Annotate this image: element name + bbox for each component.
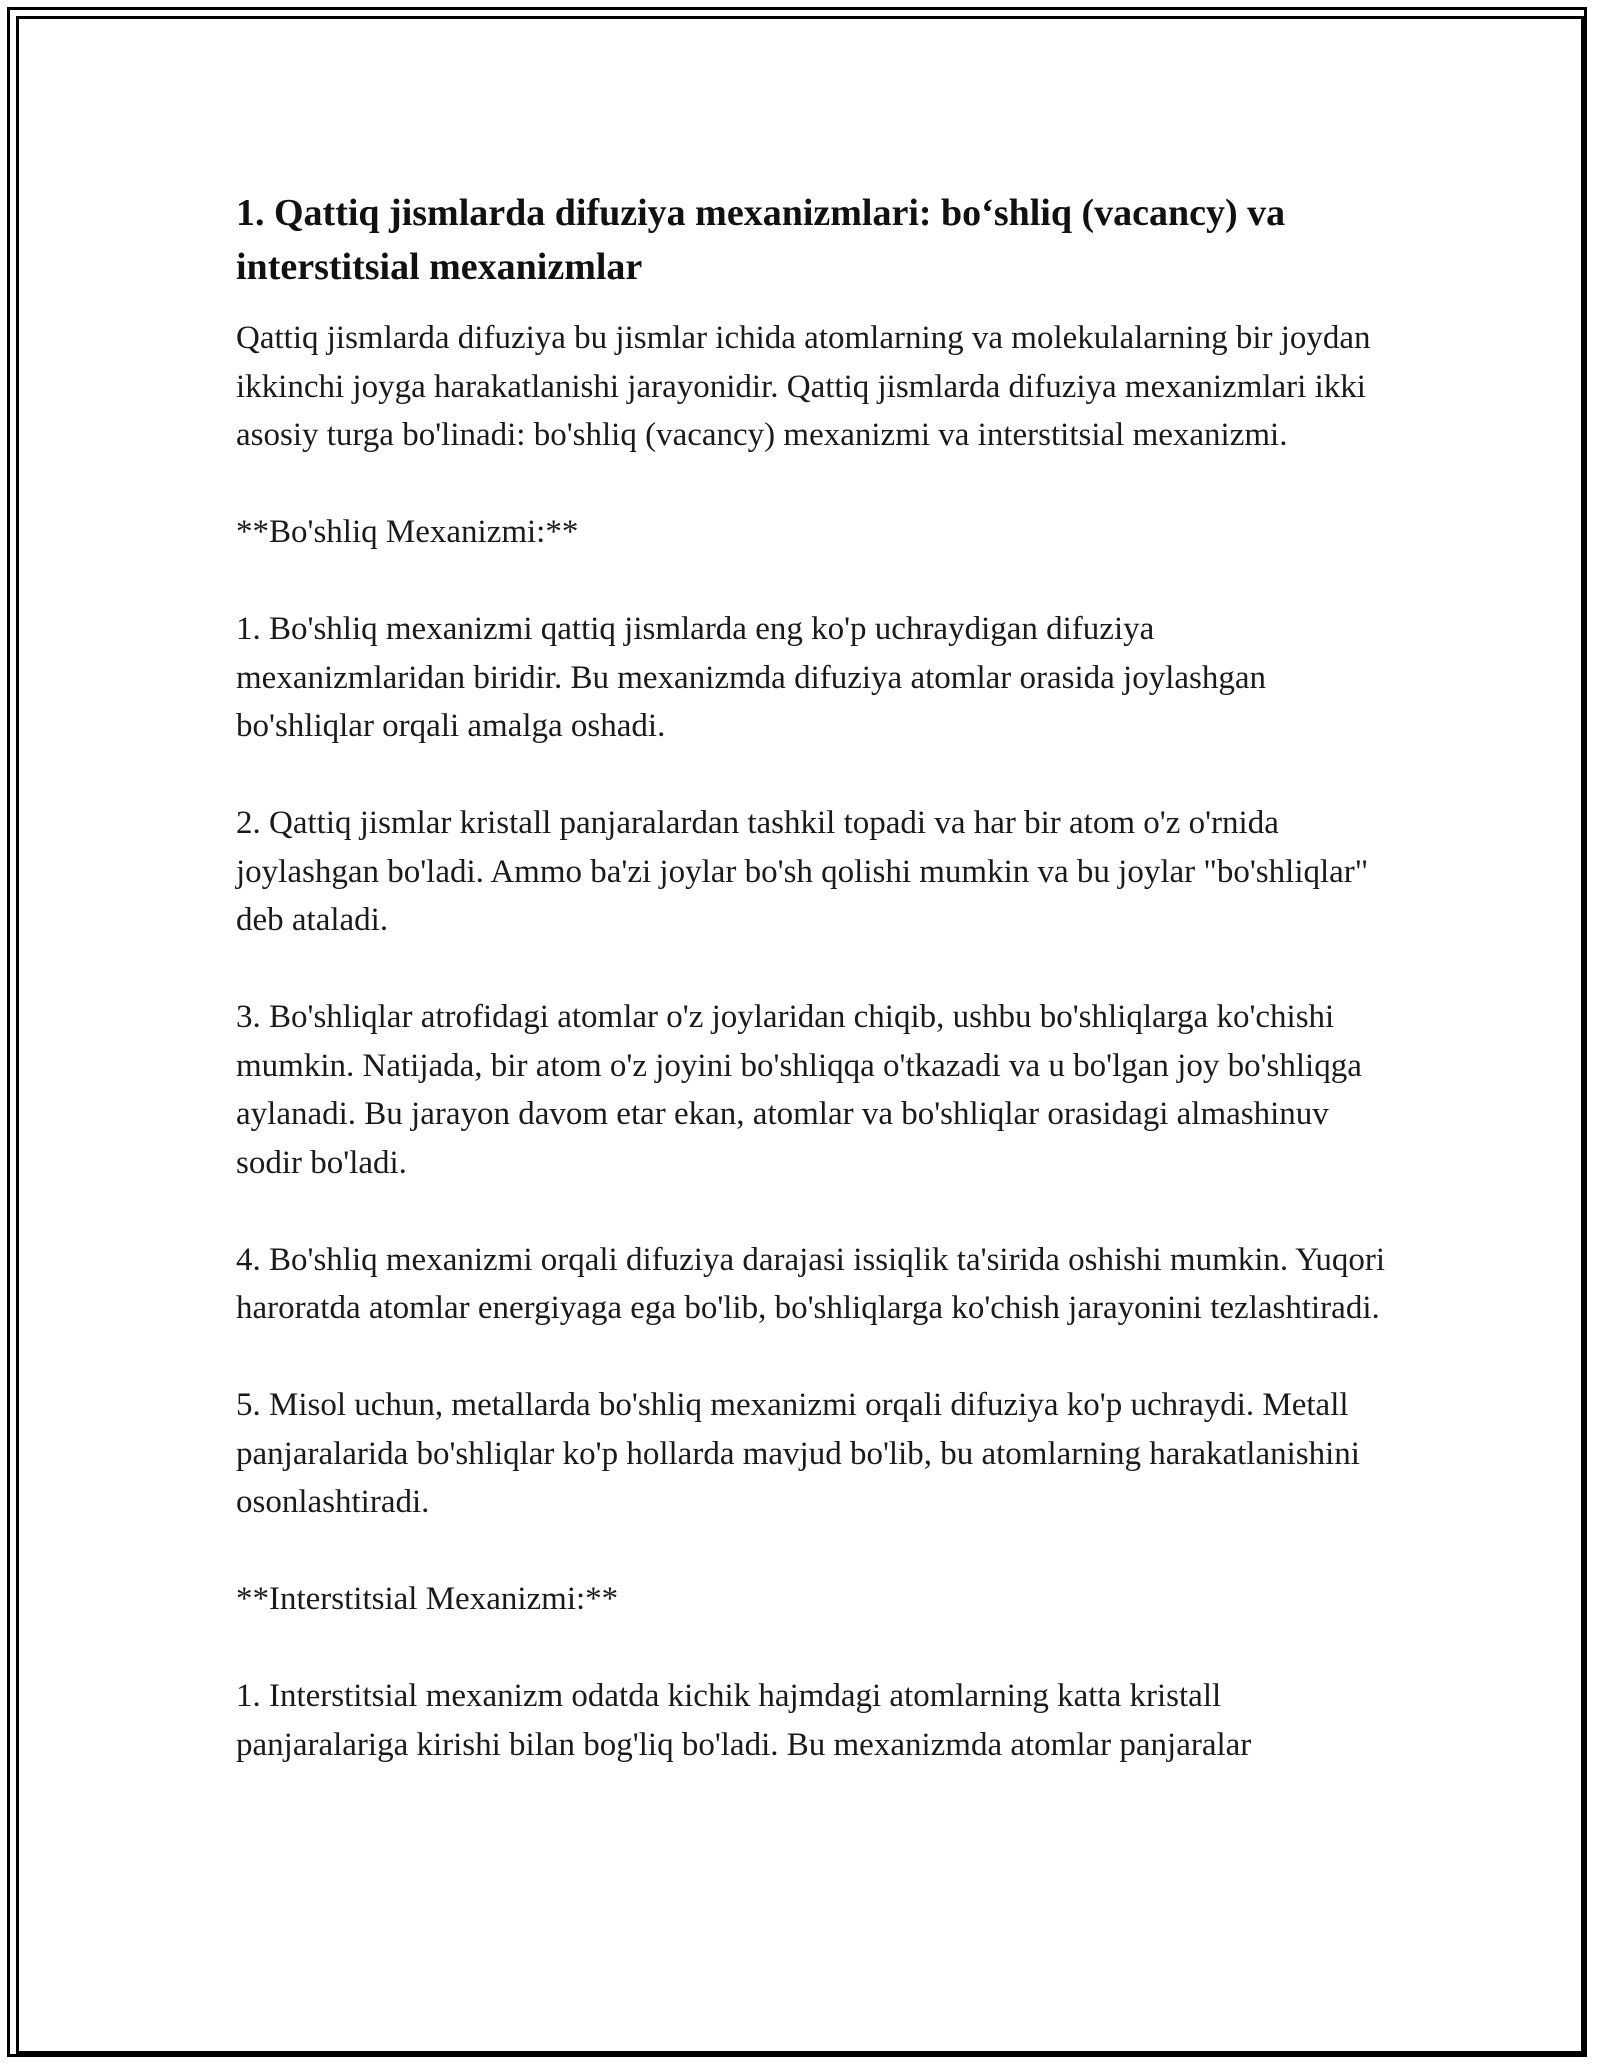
- interstitial-point-1: 1. Interstitsial mexanizm odatda kichik hajmdagi atomlarning katta kristall panjaralariga kirishi bilan bog'liq bo'ladi. Bu mexanizmda atomlar panjaralar: [236, 1678, 1252, 1763]
- vacancy-point-4: 4. Bo'shliq mexanizmi orqali difuziya darajasi issiqlik ta'sirida oshishi mumkin. Yuqori haroratda atomlar energiyaga ega bo'lib, bo'shliqlarga ko'chish jarayonini tezlashtiradi.: [236, 1241, 1386, 1326]
- paragraph-spacer: [236, 557, 1386, 606]
- paragraph-spacer: [236, 1187, 1386, 1236]
- document-title: 1. Qattiq jismlarda difuziya mexanizmlari: bo‘shliq (vacancy) va interstitsial mexanizmlar: [236, 192, 1286, 288]
- vacancy-point-1: 1. Bo'shliq mexanizmi qattiq jismlarda eng ko'p uchraydigan difuziya mexanizmlaridan biridir. Bu mexanizmda difuziya atomlar orasida joylashgan bo'shliqlar orqali amalga oshadi.: [236, 611, 1267, 744]
- paragraph-spacer: [236, 1624, 1386, 1673]
- document-body: [236, 186, 1386, 1769]
- section-heading-vacancy: **Bo'shliq Mexanizmi:**: [236, 514, 579, 550]
- vacancy-point-2: 2. Qattiq jismlar kristall panjaralardan tashkil topadi va har bir atom o'z o'rnida joylashgan bo'ladi. Ammo ba'zi joylar bo'sh qolishi mumkin va bu joylar "bo'shliqlar" deb ataladi.: [236, 805, 1369, 938]
- paragraph-spacer: [236, 460, 1386, 509]
- paragraph-spacer: [236, 1527, 1386, 1576]
- paragraph-spacer: [236, 751, 1386, 800]
- paragraph-spacer: [236, 1333, 1386, 1382]
- vacancy-point-5: 5. Misol uchun, metallarda bo'shliq mexanizmi orqali difuziya ko'p uchraydi. Metall panjaralarida bo'shliqlar ko'p hollarda mavjud bo'lib, bu atomlarning harakatlanishini osonlashtiradi.: [236, 1387, 1360, 1520]
- paragraph-spacer: [236, 945, 1386, 994]
- section-heading-interstitial: **Interstitsial Mexanizmi:**: [236, 1581, 619, 1617]
- vacancy-point-3: 3. Bo'shliqlar atrofidagi atomlar o'z joylaridan chiqib, ushbu bo'shliqlarga ko'chishi mumkin. Natijada, bir atom o'z joyini bo'shliqqa o'tkazadi va u bo'lgan joy bo'shliqga aylanadi. Bu jarayon davom etar ekan, atomlar va bo'shliqlar orasidagi almashinuv sodir bo'ladi.: [236, 999, 1362, 1181]
- intro-paragraph: Qattiq jismlarda difuziya bu jismlar ichida atomlarning va molekulalarning bir joydan ikkinchi joyga harakatlanishi jarayonidir. Qattiq jismlarda difuziya mexanizmlari ikki asosiy turga bo'linadi: bo'shliq (vacancy) mexanizmi va interstitsial mexanizmi.: [236, 320, 1371, 453]
